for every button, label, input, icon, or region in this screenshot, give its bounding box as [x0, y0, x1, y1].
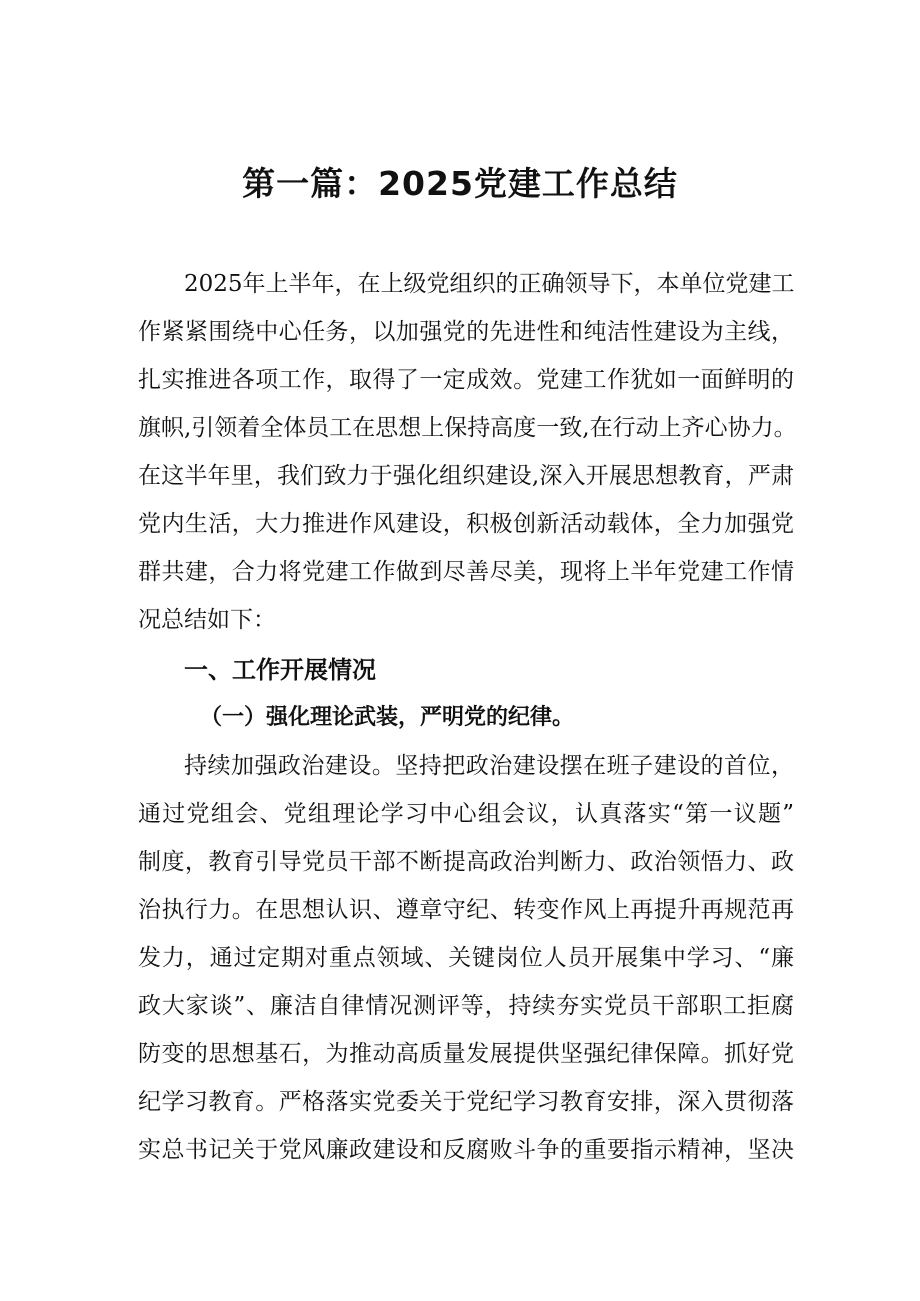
paragraph-line: 持续加强政治建设。坚持把政治建设摆在班子建设的首位， — [184, 753, 794, 779]
paragraph-line: 在这半年里，我们致力于强化组织建设,深入开展思想教育，严肃 — [138, 463, 794, 489]
paragraph-line: 党内生活，大力推进作风建设，积极创新活动载体，全力加强党 — [138, 511, 794, 537]
document-title: 第一篇：2025党建工作总结 — [242, 164, 678, 203]
paragraph-line: 作紧紧围绕中心任务，以加强党的先进性和纯洁性建设为主线， — [138, 319, 794, 345]
paragraph-line: 发力，通过定期对重点领域、关键岗位人员开展集中学习、“廉 — [138, 945, 794, 971]
paragraph-line: 群共建，合力将党建工作做到尽善尽美，现将上半年党建工作情 — [138, 559, 794, 585]
paragraph-line: 旗帜,引领着全体员工在思想上保持高度一致,在行动上齐心协力。 — [138, 415, 797, 441]
paragraph-line: 扎实推进各项工作，取得了一定成效。党建工作犹如一面鲜明的 — [138, 367, 794, 393]
paragraph-line: 2025年上半年，在上级党组织的正确领导下，本单位党建工 — [184, 271, 795, 297]
paragraph-line: 治执行力。在思想认识、遵章守纪、转变作风上再提升再规范再 — [138, 897, 794, 923]
paragraph-line: 防变的思想基石，为推动高质量发展提供坚强纪律保障。抓好党 — [138, 1041, 794, 1067]
paragraph-line: 况总结如下： — [138, 607, 276, 633]
subsection-heading: （一）强化理论武装，严明党的纪律。 — [200, 705, 575, 730]
paragraph-line: 纪学习教育。严格落实党委关于党纪学习教育安排，深入贯彻落 — [138, 1089, 794, 1115]
paragraph-line: 政大家谈”、廉洁自律情况测评等，持续夯实党员干部职工拒腐 — [138, 993, 794, 1019]
paragraph-line: 实总书记关于党风廉政建设和反腐败斗争的重要指示精神，坚决 — [138, 1137, 794, 1163]
paragraph-line: 通过党组会、党组理论学习中心组会议，认真落实“第一议题” — [138, 801, 794, 827]
section-heading: 一、工作开展情况 — [184, 656, 376, 684]
paragraph-line: 制度，教育引导党员干部不断提高政治判断力、政治领悟力、政 — [138, 849, 794, 875]
